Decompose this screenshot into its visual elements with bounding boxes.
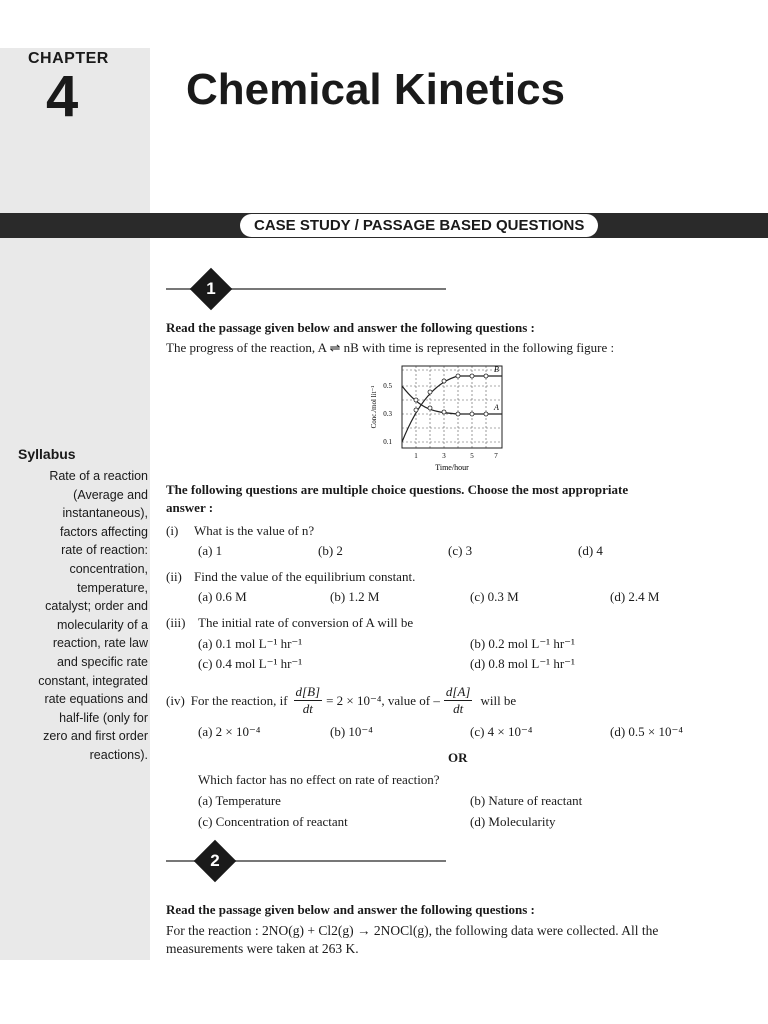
q1-iv-opt-a: (a) 2 × 10⁻⁴ [198,724,261,739]
q1-badge-number: 1 [206,279,216,298]
syllabus-line: Rate of a reaction [49,469,148,483]
q1-iii-num: (iii) [166,615,186,630]
q1-iv-num: (iv) [166,692,185,708]
q1-iv-text-post: will be [480,692,517,708]
q1-ii-text: Find the value of the equilibrium constant. [194,569,416,584]
q1-iii-opt-b: (b) 0.2 mol L⁻¹ hr⁻¹ [470,636,575,651]
concentration-time-graph [366,362,516,474]
fraction-numerator: d[A] [445,684,471,699]
q1-i-opt-c: (c) 3 [448,543,473,558]
q1-ii-opt-d: (d) 2.4 M [610,589,660,604]
curve-label-b: B [494,365,499,374]
syllabus-line: rate equations and [44,692,148,707]
section-band-label: CASE STUDY / PASSAGE BASED QUESTIONS [240,214,598,237]
q1-ii-opt-c: (c) 0.3 M [470,589,519,604]
q1-iv-opt-c: (c) 4 × 10⁻⁴ [470,724,533,739]
q1-ii-num: (ii) [166,569,182,584]
q1-iii-opt-a: (a) 0.1 mol L⁻¹ hr⁻¹ [198,636,303,651]
q1-iv-opt-b: (b) 10⁻⁴ [330,724,373,739]
x-tick-3: 3 [442,452,446,460]
q1-i-opt-a: (a) 1 [198,543,223,558]
syllabus-line: reactions). [89,747,148,762]
q1-i-num: (i) [166,523,179,538]
syllabus-line: rate of reaction: [61,543,148,558]
y-tick-05: 0.5 [383,382,392,390]
syllabus-text [3,467,148,765]
fraction-da-dt [444,684,473,717]
mcq-intro-line2: answer : [166,500,214,515]
syllabus-line: constant, integrated [38,673,148,688]
q1-ii-opt-b: (b) 1.2 M [330,589,380,604]
or-opt-c: (c) Concentration of reactant [198,814,348,829]
q1-i-text: What is the value of n? [194,523,315,538]
y-tick-03: 0.3 [383,410,392,418]
chapter-number: 4 [46,64,79,129]
y-tick-01: 0.1 [383,438,392,446]
q1-iv-line [166,684,516,717]
or-question: Which factor has no effect on rate of reaction? [198,772,440,787]
fraction-numerator: d[B] [295,684,321,699]
syllabus-line: half-life (only for [59,710,148,725]
x-axis-label: Time/hour [435,463,469,472]
chapter-title: Chemical Kinetics [186,65,566,114]
syllabus-line: concentration, [69,561,148,576]
q2-passage-line2: measurements were taken at 263 K. [166,941,359,956]
curve-label-a: A [494,403,499,412]
or-divider-label: OR [448,750,468,765]
q1-iii-opt-d: (d) 0.8 mol L⁻¹ hr⁻¹ [470,656,575,671]
syllabus-line: reaction, rate law [52,636,148,651]
syllabus-heading: Syllabus [18,446,76,462]
or-opt-d: (d) Molecularity [470,814,556,829]
q2-intro: Read the passage given below and answer the following questions : [166,902,535,917]
q1-i-opt-b: (b) 2 [318,543,343,558]
q1-iv-text-pre: For the reaction, if [190,692,288,708]
q1-iii-text: The initial rate of conversion of A will be [198,615,414,630]
x-tick-5: 5 [470,452,474,460]
syllabus-line: and specific rate [56,654,148,669]
q1-ii-opt-a: (a) 0.6 M [198,589,247,604]
x-tick-1: 1 [414,452,418,460]
x-tick-7: 7 [494,452,498,460]
q2-badge-number: 2 [210,851,220,870]
or-opt-b: (b) Nature of reactant [470,793,583,808]
syllabus-line: zero and first order [43,729,148,744]
syllabus-line: factors affecting [59,524,148,539]
fraction-db-dt [294,684,323,717]
q1-passage: The progress of the reaction, A ⇌ nB with time is represented in the following figure : [166,340,615,355]
q2-passage-line1: For the reaction : 2NO(g) + Cl2(g) → 2NOCl(g), the following data were collected. All the [166,923,659,938]
q1-i-opt-d: (d) 4 [578,543,603,558]
fraction-denominator: dt [302,701,313,716]
q1-iv-text-mid: = 2 × 10⁻⁴, value of – [326,692,440,708]
syllabus-line: (Average and [73,487,148,502]
syllabus-line: catalyst; order and [45,599,148,614]
mcq-intro-line1: The following questions are multiple choice questions. Choose the most appropriate [166,482,629,497]
or-opt-a: (a) Temperature [198,793,281,808]
syllabus-line: molecularity of a [56,617,148,632]
syllabus-line: temperature, [77,580,148,595]
syllabus-line: instantaneous), [62,506,148,521]
q1-intro: Read the passage given below and answer the following questions : [166,320,535,335]
q1-iv-opt-d: (d) 0.5 × 10⁻⁴ [610,724,683,739]
q1-iii-opt-c: (c) 0.4 mol L⁻¹ hr⁻¹ [198,656,303,671]
y-axis-label: Conc./mol lit⁻¹ [370,385,378,429]
chapter-label: CHAPTER [28,50,109,67]
fraction-denominator: dt [453,701,464,716]
